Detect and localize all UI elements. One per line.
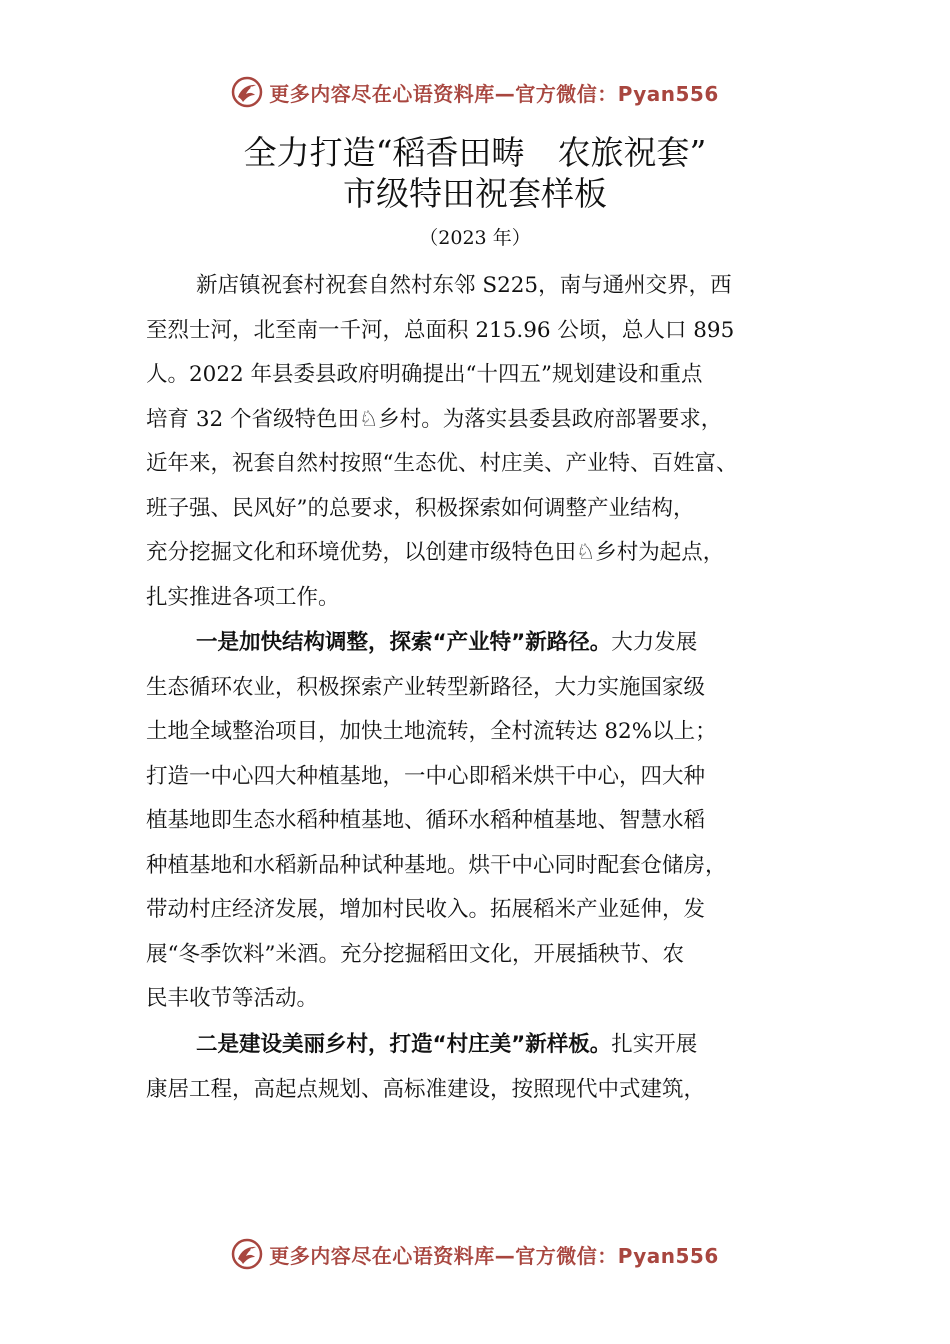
paragraph-line: 充分挖掘文化和环境优势，以创建市级特色田♘乡村为起点， — [146, 540, 725, 565]
paragraph-line: 种植基地和水稻新品种试种基地。烘干中心同时配套仓储房， — [146, 852, 727, 878]
paragraph-line: 培育 32 个省级特色田♘乡村。为落实县委县政府部署要求， — [146, 406, 723, 432]
paragraph-text: 扎实开展 — [611, 1032, 698, 1057]
document-year: （2023 年） — [419, 227, 531, 249]
paragraph-first-line — [146, 1023, 816, 1068]
section-heading: 一是加快结构调整，探索“产业特”新路径。 — [196, 630, 612, 655]
phoenix-seal-icon — [231, 1238, 263, 1270]
paragraph-text: 大力发展 — [611, 630, 698, 655]
document-title-line-2: 市级特田祝套样板 — [343, 174, 607, 213]
paragraph-first-line — [146, 621, 816, 666]
paragraph-line: 康居工程，高起点规划、高标准建设，按照现代中式建筑， — [146, 1076, 706, 1102]
paragraph-line: 土地全域整治项目，加快土地流转，全村流转达 82%以上； — [146, 719, 717, 744]
paragraph-line: 至烈士河，北至南一千河，总面积 215.96 公顷，总人口 895 — [146, 317, 735, 343]
section-heading: 二是建设美丽乡村，打造“村庄美”新样板。 — [196, 1032, 612, 1057]
paragraph-line: 民丰收节等活动。 — [146, 986, 319, 1011]
paragraph-line: 带动村庄经济发展，增加村民收入。拓展稻米产业延伸，发 — [146, 897, 706, 922]
paragraph-line: 植基地即生态水稻种植基地、循环水稻种植基地、智慧水稻 — [146, 808, 706, 833]
paragraph-line: 近年来，祝套自然村按照“生态优、村庄美、产业特、百姓富、 — [146, 451, 738, 476]
paragraph-line: 展“冬季饮料”米酒。充分挖掘稻田文化，开展插秧节、农 — [146, 941, 684, 967]
footer-watermark — [0, 1234, 950, 1274]
paragraph-line: 人。2022 年县委县政府明确提出“十四五”规划建设和重点 — [146, 362, 703, 387]
paragraph-line: 打造一中心四大种植基地，一中心即稻米烘干中心，四大种 — [146, 763, 706, 789]
watermark-text: 更多内容尽在心语资料库—官方微信：Pyan556 — [269, 81, 719, 106]
paragraph-village — [146, 1023, 816, 1112]
header-watermark — [0, 72, 950, 112]
watermark-text: 更多内容尽在心语资料库—官方微信：Pyan556 — [269, 1243, 719, 1268]
paragraph-line: 班子强、民风好”的总要求，积极探索如何调整产业结构， — [146, 495, 695, 521]
phoenix-seal-icon — [231, 76, 263, 108]
paragraph-intro — [146, 264, 816, 620]
document-title-line-1: 全力打造“稻香田畴 农旅祝套” — [243, 133, 707, 172]
paragraph-line: 扎实推进各项工作。 — [146, 584, 340, 610]
paragraph-line: 新店镇祝套村祝套自然村东邻 S225，南与通州交界，西 — [196, 273, 732, 298]
paragraph-line: 生态循环农业，积极探索产业转型新路径，大力实施国家级 — [146, 674, 706, 700]
paragraph-industry — [146, 621, 816, 1022]
